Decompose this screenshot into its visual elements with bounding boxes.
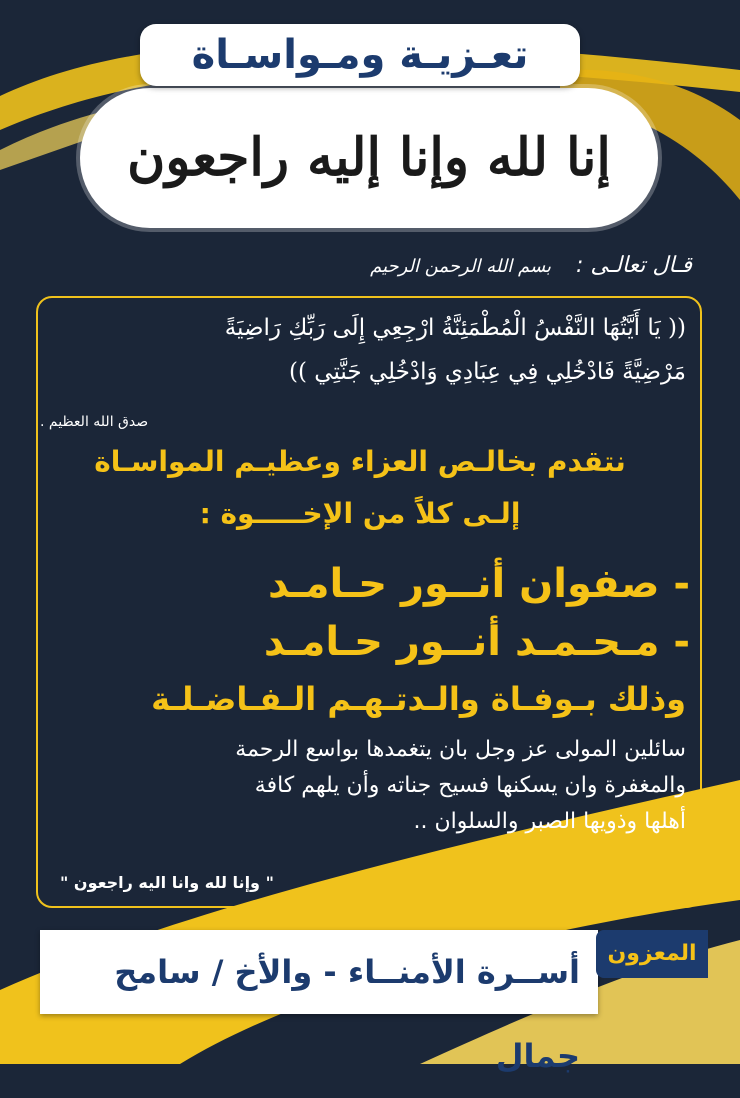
header-banner (140, 24, 580, 86)
quran-verse (56, 306, 686, 394)
verse-line-1: (( يَا أَيَّتُهَا النَّفْسُ الْمُطْمَئِنَّةُ ارْجِعِي إِلَى رَبِّكِ رَاضِيَةً (224, 315, 686, 341)
family-name: أســرة الأمنــاء - والأخ / سامح جمال (114, 953, 580, 1075)
page-title: تعـزيـة ومـواسـاة (191, 32, 529, 78)
deceased-line: وذلك بـوفـاة والـدتـهـم الـفـاضـلـة (151, 680, 686, 718)
mourners-label: المعزون (596, 930, 708, 978)
closing-quote: " وإنا لله وانا اليه راجعون " (60, 873, 274, 892)
prayer-text (56, 732, 686, 840)
verse-closing: صدق الله العظيم . (40, 414, 149, 430)
prayer-line-3: أهلها وذويها الصبر والسلوان .. (413, 809, 686, 834)
calligraphy-panel (80, 88, 658, 228)
basmala-text: بسم الله الرحمن الرحيم (370, 256, 552, 277)
condolence-line-2: إلـى كلاً من الإخـــــوة : (199, 497, 521, 530)
verse-line-2: مَرْضِيَّةً فَادْخُلِي فِي عِبَادِي وَادْخُلِي جَنَّتِي )) (289, 359, 686, 385)
family-bar (40, 930, 598, 1075)
recipient-name-1: - صفوان أنــور حـامـد (268, 561, 690, 607)
prayer-line-2: والمغفرة وان يسكنها فسيح جناته وأن يلهم كافة (254, 773, 686, 798)
prayer-line-1: سائلين المولى عز وجل بان يتغمدها بواسع الرحمة (235, 737, 686, 762)
quote-intro-said: قـال تعالـى : (576, 253, 692, 278)
inna-lillah-calligraphy: إنا لله وإنا إليه راجعون (127, 127, 611, 188)
condolence-line-1: نتقدم بخالـص العزاء وعظيـم المواسـاة (94, 445, 626, 478)
recipient-name-2: - مـحـمـد أنــور حـامـد (263, 619, 690, 665)
quote-intro (180, 248, 692, 284)
